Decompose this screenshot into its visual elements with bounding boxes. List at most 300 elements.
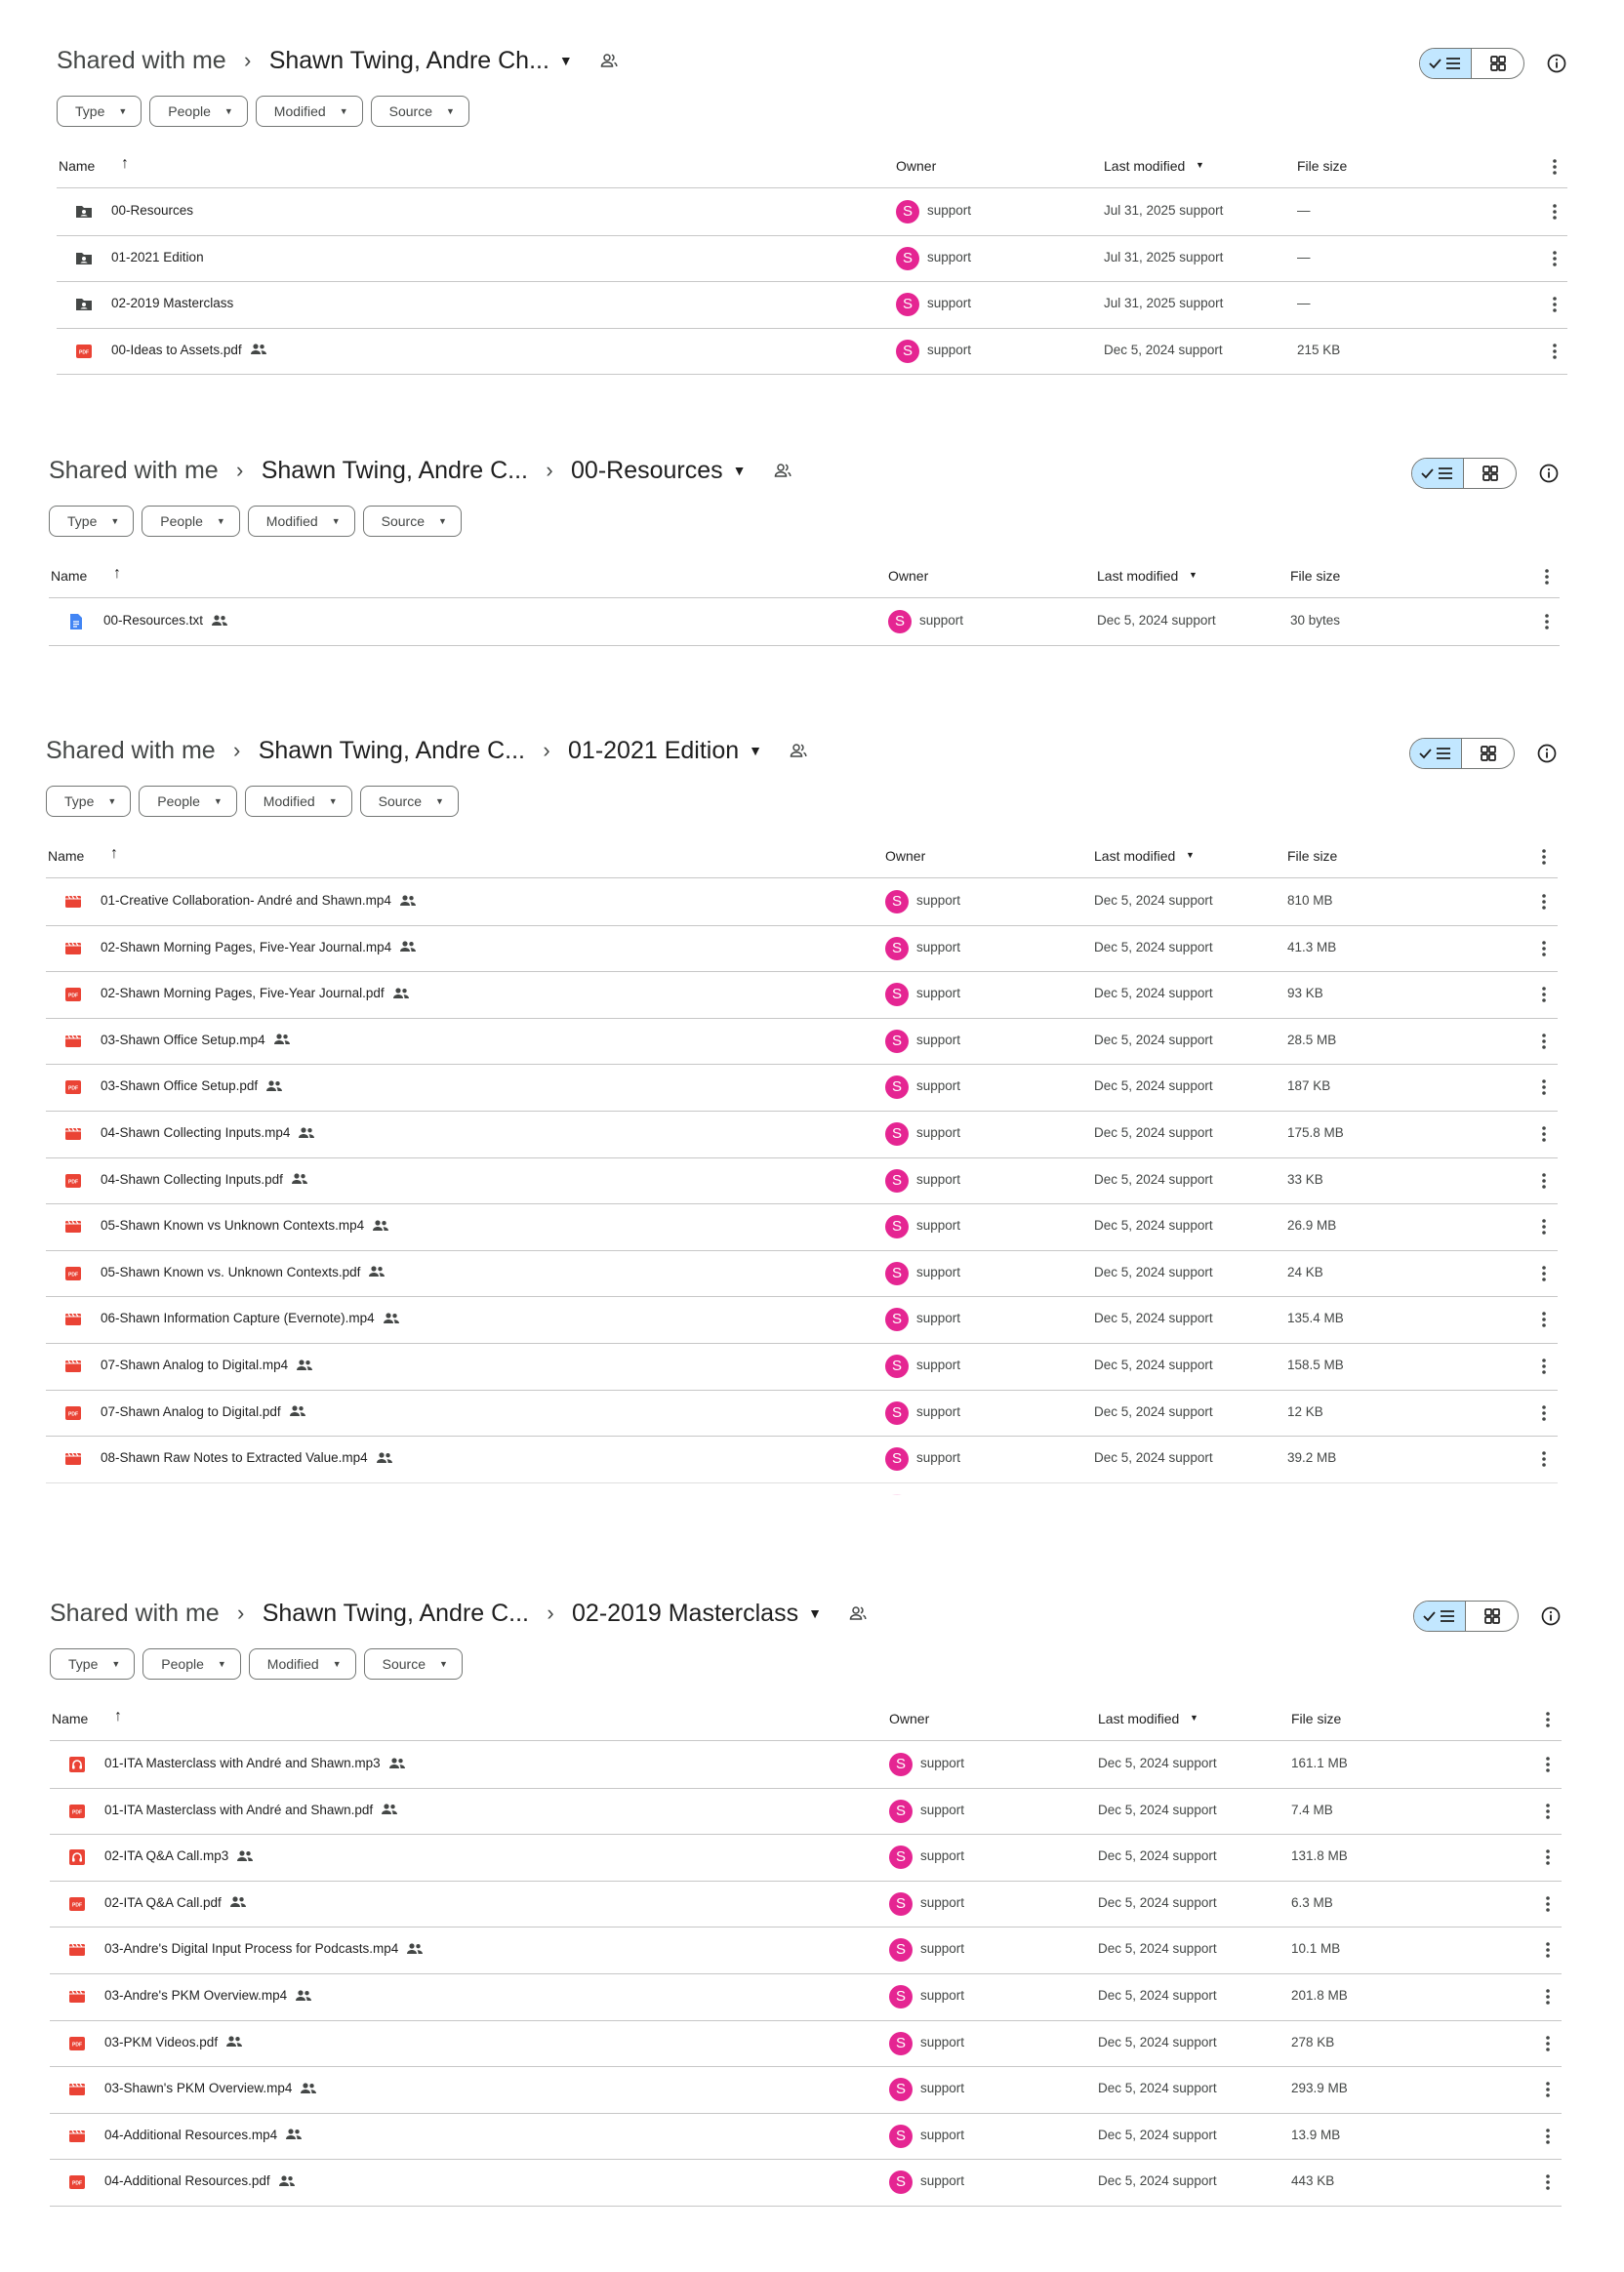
table-row[interactable] (46, 1064, 1558, 1112)
video-icon (67, 2080, 87, 2099)
grid-view-button[interactable] (1462, 739, 1514, 768)
table-row[interactable] (57, 235, 1567, 283)
table-row[interactable] (46, 1111, 1558, 1158)
filter-chip-modified[interactable] (249, 1648, 356, 1680)
more-options-icon[interactable] (1538, 1754, 1558, 1775)
owner-name: support (916, 1032, 961, 1047)
table-row[interactable] (46, 971, 1558, 1019)
more-options-icon[interactable] (1534, 984, 1554, 1005)
shared-folder-icon (598, 50, 620, 71)
more-options-icon[interactable] (1537, 566, 1557, 590)
file-name-label: 08-Shawn Raw Notes to Extracted Value.mp4 (101, 1450, 368, 1466)
pdf-icon (74, 342, 94, 361)
filter-chip-label: Type (67, 513, 98, 529)
video-icon (67, 1987, 87, 2007)
info-icon[interactable] (1540, 1605, 1562, 1627)
pdf-icon (67, 1894, 87, 1914)
filter-chip-source[interactable] (371, 96, 469, 127)
more-options-icon[interactable] (1534, 1031, 1554, 1052)
caret-down-icon: ▼ (438, 516, 447, 526)
table-row[interactable] (50, 1881, 1562, 1928)
more-options-icon[interactable] (1545, 294, 1564, 315)
column-header-owner: Owner (896, 158, 937, 174)
shared-icon (399, 940, 417, 953)
more-options-icon[interactable] (1534, 1216, 1554, 1237)
table-row[interactable] (46, 925, 1558, 973)
file-size: 41.3 MB (1287, 939, 1337, 954)
owner-name: support (916, 1450, 961, 1466)
video-icon (63, 1124, 83, 1144)
more-options-icon[interactable] (1534, 891, 1554, 913)
file-name[interactable] (101, 1404, 306, 1419)
table-row[interactable] (46, 1157, 1558, 1205)
file-size: 30 bytes (1290, 613, 1341, 628)
file-size: — (1297, 203, 1311, 218)
table-row[interactable] (57, 188, 1567, 236)
info-icon[interactable] (1546, 53, 1567, 74)
filter-chip-source[interactable] (364, 1648, 463, 1680)
grid-view-button[interactable] (1472, 49, 1523, 78)
caret-down-icon: ▼ (223, 106, 233, 116)
caret-down-icon[interactable]: ▼ (808, 1605, 822, 1621)
list-view-button[interactable] (1412, 459, 1464, 488)
table-row[interactable] (50, 2159, 1562, 2207)
file-name[interactable] (104, 1941, 424, 1956)
more-options-icon[interactable] (1534, 1123, 1554, 1145)
avatar: S (885, 1355, 909, 1378)
more-options-icon[interactable] (1538, 1801, 1558, 1822)
svg-text:PDF: PDF (68, 1411, 78, 1418)
table-row[interactable] (50, 1788, 1562, 1836)
last-modified: Dec 5, 2024 support (1098, 2034, 1217, 2049)
avatar: S (889, 2078, 913, 2101)
owner-name: support (916, 1125, 961, 1140)
file-name[interactable] (104, 1895, 247, 1910)
file-name-label: 02-Shawn Morning Pages, Five-Year Journal.mp4 (101, 939, 392, 954)
caret-down-icon: ▼ (446, 106, 455, 116)
file-name-label: 03-Shawn Office Setup.mp4 (101, 1032, 265, 1047)
filter-chip-label: Source (381, 513, 425, 529)
owner-name: support (919, 613, 964, 628)
table-row[interactable] (46, 1296, 1558, 1344)
video-icon (67, 1940, 87, 1960)
file-size: 443 KB (1291, 2173, 1335, 2189)
filter-chip-label: People (160, 513, 203, 529)
last-modified: Dec 5, 2024 support (1098, 2127, 1217, 2142)
file-size: 7.4 MB (1291, 1802, 1333, 1817)
column-header-name[interactable]: Name (59, 158, 96, 174)
table-row[interactable] (46, 1203, 1558, 1251)
table-row[interactable] (57, 328, 1567, 376)
file-name[interactable] (101, 1125, 315, 1140)
file-name[interactable] (104, 2173, 296, 2188)
more-options-icon[interactable] (1538, 1846, 1558, 1868)
owner-name: support (916, 1311, 961, 1326)
sort-arrow-down-icon[interactable]: ▼ (1189, 570, 1198, 580)
column-header-file-size: File size (1297, 158, 1348, 174)
filter-chip-source[interactable] (360, 786, 459, 817)
file-size: 135.4 MB (1287, 1311, 1344, 1326)
file-name[interactable] (101, 986, 410, 1000)
more-options-icon[interactable] (1538, 1939, 1558, 1961)
breadcrumb-current-folder[interactable]: 01-2021 Edition (568, 736, 740, 764)
more-options-icon[interactable] (1538, 1986, 1558, 2008)
shared-icon (376, 1451, 393, 1465)
owner-name: support (927, 296, 972, 311)
shared-folder-icon (847, 1603, 869, 1624)
breadcrumb-current-folder[interactable]: 02-2019 Masterclass (572, 1599, 799, 1627)
file-name[interactable] (104, 2128, 303, 2142)
more-options-icon[interactable] (1534, 846, 1554, 871)
file-name[interactable] (104, 1803, 398, 1817)
svg-text:PDF: PDF (72, 1809, 82, 1816)
file-name[interactable] (103, 613, 228, 628)
breadcrumb-shared-with-me[interactable]: Shared with me (49, 456, 219, 484)
filter-chip-label: Type (64, 793, 95, 809)
folder-icon (74, 202, 94, 222)
shared-icon (229, 1895, 247, 1909)
sort-arrow-down-icon[interactable]: ▼ (1196, 160, 1204, 170)
column-header-name[interactable]: Name (51, 568, 88, 584)
filter-chip-people[interactable] (142, 506, 240, 537)
shared-icon (383, 1312, 400, 1325)
file-size: — (1297, 249, 1311, 264)
table-header (46, 836, 1558, 878)
table-row[interactable] (46, 1250, 1558, 1298)
file-name[interactable] (101, 1265, 386, 1279)
file-name-label: 00-Ideas to Assets.pdf (111, 342, 242, 357)
breadcrumb-shared-with-me[interactable]: Shared with me (46, 736, 216, 764)
owner-name: support (916, 1171, 961, 1187)
last-modified: Dec 5, 2024 support (1098, 1802, 1217, 1817)
filter-chip-label: People (161, 1656, 204, 1672)
file-name[interactable] (111, 343, 267, 357)
pdf-icon (63, 1077, 83, 1097)
caret-down-icon[interactable]: ▼ (749, 743, 763, 758)
file-name[interactable] (104, 1988, 312, 2003)
file-name-label: 01-Creative Collaboration- André and Shawn.mp4 (101, 893, 391, 908)
file-size: 10.1 MB (1291, 1941, 1341, 1957)
file-name[interactable] (101, 1358, 313, 1372)
breadcrumb (57, 31, 620, 90)
sort-arrow-up-icon[interactable]: ↑ (113, 565, 121, 582)
table-row[interactable] (57, 281, 1567, 329)
filter-chip-type[interactable] (57, 96, 142, 127)
caret-down-icon: ▼ (107, 796, 117, 806)
info-icon[interactable] (1538, 463, 1560, 484)
video-icon (63, 1217, 83, 1237)
file-name-label: 00-Resources (111, 203, 194, 218)
file-size: 26.9 MB (1287, 1218, 1337, 1234)
last-modified: Dec 5, 2024 support (1094, 1171, 1213, 1187)
shared-folder-icon (788, 740, 809, 761)
filter-chip-type[interactable] (49, 506, 134, 537)
file-size: 33 KB (1287, 1171, 1323, 1187)
file-name[interactable] (101, 1450, 393, 1465)
owner-name: support (916, 986, 961, 1001)
more-options-icon[interactable] (1534, 1309, 1554, 1330)
file-name[interactable] (101, 893, 417, 908)
more-options-icon[interactable] (1538, 1709, 1558, 1733)
filter-chip-people[interactable] (139, 786, 237, 817)
file-name[interactable] (104, 1756, 406, 1770)
more-options-icon[interactable] (1538, 1893, 1558, 1915)
file-name[interactable] (111, 203, 193, 218)
filter-chip-label: Source (378, 793, 422, 809)
doc-icon (66, 612, 86, 631)
caret-down-icon: ▼ (339, 106, 348, 116)
list-view-button[interactable] (1414, 1602, 1466, 1631)
video-icon (63, 1310, 83, 1329)
filter-chip-label: Modified (263, 793, 315, 809)
more-options-icon[interactable] (1538, 2033, 1558, 2054)
avatar: S (889, 1892, 913, 1916)
chevron-right-icon: › (236, 458, 244, 482)
more-options-icon[interactable] (1545, 341, 1564, 362)
more-options-icon[interactable] (1534, 1356, 1554, 1377)
chevron-right-icon: › (244, 48, 252, 72)
column-header-last-modified[interactable]: Last modified (1097, 568, 1179, 584)
table-row[interactable] (46, 1390, 1558, 1438)
filter-chips (50, 1648, 463, 1680)
table-row[interactable] (50, 1973, 1562, 2021)
file-name[interactable] (111, 250, 204, 264)
svg-text:PDF: PDF (68, 1272, 78, 1278)
shared-icon (296, 1359, 313, 1372)
breadcrumb-owner-folder[interactable]: Shawn Twing, Andre C... (262, 1599, 530, 1627)
file-name[interactable] (101, 1078, 283, 1093)
last-modified: Dec 5, 2024 support (1098, 1848, 1217, 1864)
sort-arrow-up-icon[interactable]: ↑ (110, 845, 118, 862)
filter-chip-label: Source (388, 103, 432, 119)
file-name[interactable] (101, 1033, 291, 1047)
last-modified: Dec 5, 2024 support (1094, 939, 1213, 954)
avatar: S (885, 1401, 909, 1425)
avatar: S (896, 340, 919, 363)
owner-name: support (920, 1988, 965, 2003)
avatar: S (885, 1262, 909, 1285)
caret-down-icon[interactable]: ▼ (732, 463, 747, 478)
shared-icon (406, 1942, 424, 1956)
last-modified: Dec 5, 2024 support (1098, 1941, 1217, 1957)
breadcrumb-owner-folder[interactable]: Shawn Twing, Andre Ch... (268, 46, 549, 74)
caret-down-icon: ▼ (439, 1659, 448, 1669)
breadcrumb (46, 721, 809, 780)
filter-chip-modified[interactable] (256, 96, 363, 127)
caret-down-icon: ▼ (216, 516, 225, 526)
file-size: 201.8 MB (1291, 1988, 1348, 2003)
table-header (50, 1699, 1562, 1741)
last-modified: Dec 5, 2024 support (1098, 2081, 1217, 2096)
avatar: S (889, 1800, 913, 1823)
shared-icon (381, 1803, 398, 1816)
more-options-icon[interactable] (1538, 2079, 1558, 2100)
file-name[interactable] (101, 1311, 400, 1325)
last-modified: Dec 5, 2024 support (1094, 1078, 1213, 1094)
owner-name: support (916, 1403, 961, 1419)
breadcrumb (49, 441, 793, 500)
table-row[interactable] (49, 598, 1560, 646)
video-icon (63, 1357, 83, 1376)
caret-down-icon: ▼ (110, 516, 120, 526)
view-toggle[interactable] (1409, 738, 1515, 769)
column-header-name[interactable]: Name (48, 848, 85, 864)
file-name-label: 02-2019 Masterclass (111, 296, 234, 311)
video-icon (63, 892, 83, 912)
filter-chip-type[interactable] (46, 786, 131, 817)
caret-down-icon: ▼ (332, 1659, 342, 1669)
filter-chip-modified[interactable] (245, 786, 352, 817)
file-name[interactable] (101, 1172, 308, 1187)
column-header-last-modified[interactable]: Last modified (1104, 158, 1186, 174)
table-header (57, 146, 1567, 188)
shared-icon (278, 2174, 296, 2188)
avatar: S (896, 293, 919, 316)
avatar: S (889, 1985, 913, 2008)
grid-view-button[interactable] (1466, 1602, 1518, 1631)
shared-folder-icon (772, 460, 793, 481)
owner-name: support (916, 939, 961, 954)
file-name-label: 03-Shawn's PKM Overview.mp4 (104, 2081, 293, 2096)
breadcrumb-shared-with-me[interactable]: Shared with me (50, 1599, 220, 1627)
breadcrumb-shared-with-me[interactable]: Shared with me (57, 46, 226, 74)
filter-chips (49, 506, 462, 537)
shared-icon (250, 343, 267, 356)
file-name[interactable] (111, 296, 233, 310)
more-options-icon[interactable] (1534, 1263, 1554, 1284)
table-row[interactable] (50, 2066, 1562, 2114)
info-icon[interactable] (1536, 743, 1558, 764)
list-view-button[interactable] (1420, 49, 1472, 78)
shared-icon (295, 1989, 312, 2003)
sort-arrow-up-icon[interactable]: ↑ (114, 1708, 122, 1724)
shared-icon (211, 614, 228, 628)
file-name[interactable] (104, 2035, 243, 2049)
more-options-icon[interactable] (1538, 2126, 1558, 2147)
more-options-icon[interactable] (1545, 156, 1564, 181)
last-modified: Jul 31, 2025 support (1104, 203, 1224, 218)
svg-text:PDF: PDF (79, 349, 89, 356)
svg-text:PDF: PDF (68, 993, 78, 999)
pdf-icon (63, 1403, 83, 1423)
more-options-icon[interactable] (1545, 201, 1564, 223)
column-header-last-modified[interactable]: Last modified (1098, 1711, 1180, 1726)
svg-text:PDF: PDF (68, 1179, 78, 1186)
caret-down-icon[interactable]: ▼ (558, 53, 573, 68)
filter-chip-label: Type (75, 103, 105, 119)
table-row[interactable] (46, 878, 1558, 926)
file-name-label: 03-Andre's Digital Input Process for Podcasts.mp4 (104, 1941, 399, 1957)
last-modified: Dec 5, 2024 support (1098, 1988, 1217, 2003)
sort-arrow-down-icon[interactable]: ▼ (1186, 850, 1195, 860)
filter-chip-people[interactable] (142, 1648, 241, 1680)
caret-down-icon: ▼ (328, 796, 338, 806)
avatar: S (885, 983, 909, 1006)
owner-name: support (920, 2173, 965, 2189)
more-options-icon[interactable] (1534, 1170, 1554, 1192)
filter-chip-modified[interactable] (248, 506, 355, 537)
more-options-icon[interactable] (1534, 1402, 1554, 1424)
file-size: 278 KB (1291, 2034, 1335, 2049)
column-header-owner: Owner (889, 1711, 930, 1726)
caret-down-icon: ▼ (435, 796, 444, 806)
breadcrumb-owner-folder[interactable]: Shawn Twing, Andre C... (258, 736, 526, 764)
filter-chip-type[interactable] (50, 1648, 135, 1680)
view-toggle[interactable] (1419, 48, 1524, 79)
list-view-button[interactable] (1410, 739, 1462, 768)
table-row[interactable] (50, 1927, 1562, 1974)
more-options-icon[interactable] (1538, 2171, 1558, 2193)
last-modified: Dec 5, 2024 support (1094, 986, 1213, 1001)
sort-arrow-down-icon[interactable]: ▼ (1190, 1713, 1198, 1723)
file-name[interactable] (101, 1218, 389, 1233)
breadcrumb-owner-folder[interactable]: Shawn Twing, Andre C... (261, 456, 529, 484)
more-options-icon[interactable] (1534, 1448, 1554, 1470)
file-size: 131.8 MB (1291, 1848, 1348, 1864)
table-row[interactable] (50, 1834, 1562, 1882)
table-row[interactable] (46, 1343, 1558, 1391)
filter-chip-label: Source (382, 1656, 426, 1672)
table-row[interactable] (50, 2113, 1562, 2161)
avatar: S (885, 1030, 909, 1053)
more-options-icon[interactable] (1534, 1076, 1554, 1098)
owner-name: support (916, 1264, 961, 1279)
avatar: S (885, 1122, 909, 1146)
column-header-last-modified[interactable]: Last modified (1094, 848, 1176, 864)
sort-arrow-up-icon[interactable]: ↑ (121, 155, 129, 172)
file-name-label: 01-ITA Masterclass with André and Shawn.mp3 (104, 1756, 381, 1770)
file-name[interactable] (104, 2081, 317, 2095)
column-header-file-size: File size (1291, 1711, 1342, 1726)
owner-name: support (927, 342, 972, 357)
shared-icon (285, 2128, 303, 2141)
owner-name: support (916, 1358, 961, 1372)
last-modified: Jul 31, 2025 support (1104, 249, 1224, 264)
filter-chip-label: People (168, 103, 211, 119)
owner-name: support (916, 1218, 961, 1234)
file-name[interactable] (104, 1848, 254, 1863)
breadcrumb-current-folder[interactable]: 00-Resources (571, 456, 723, 484)
view-toggle[interactable] (1413, 1601, 1519, 1632)
grid-view-button[interactable] (1464, 459, 1516, 488)
table-row[interactable] (50, 1741, 1562, 1789)
file-size: 39.2 MB (1287, 1450, 1337, 1466)
filter-chips (46, 786, 459, 817)
table-row[interactable] (46, 1018, 1558, 1066)
view-toggle[interactable] (1411, 458, 1517, 489)
last-modified: Dec 5, 2024 support (1094, 893, 1213, 908)
audio-icon (67, 1847, 87, 1867)
video-icon (63, 939, 83, 958)
caret-down-icon: ▼ (217, 1659, 226, 1669)
table-row[interactable] (50, 2020, 1562, 2068)
last-modified: Dec 5, 2024 support (1094, 1032, 1213, 1047)
more-options-icon[interactable] (1534, 938, 1554, 959)
last-modified: Dec 5, 2024 support (1094, 1358, 1213, 1372)
filter-chip-people[interactable] (149, 96, 248, 127)
file-name-label: 04-Shawn Collecting Inputs.pdf (101, 1171, 283, 1187)
file-name[interactable] (101, 940, 417, 954)
caret-down-icon: ▼ (331, 516, 341, 526)
folder-icon (74, 249, 94, 268)
avatar: S (885, 1169, 909, 1193)
pdf-icon (67, 2034, 87, 2053)
more-options-icon[interactable] (1545, 248, 1564, 269)
shared-icon (372, 1219, 389, 1233)
filter-chip-source[interactable] (363, 506, 462, 537)
column-header-name[interactable]: Name (52, 1711, 89, 1726)
more-options-icon[interactable] (1537, 611, 1557, 632)
